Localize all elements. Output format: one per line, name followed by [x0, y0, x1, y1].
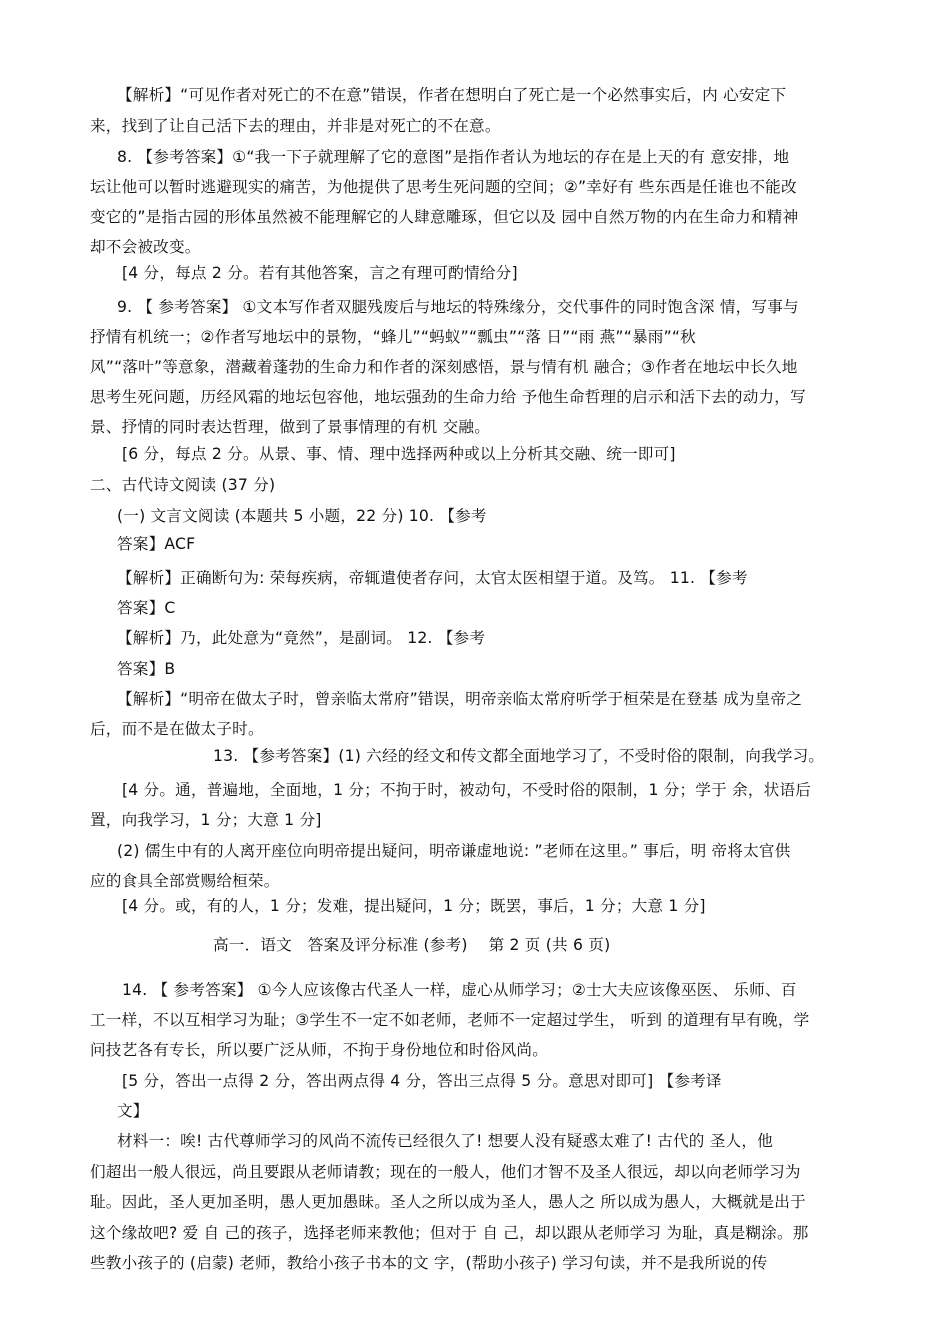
text-line: 思考生死问题，历经风霜的地坛包容他，地坛强劲的生命力给 予他生命哲理的启示和活下去的动力，写: [90, 388, 806, 406]
scoring-note: [4 分。或，有的人，1 分；发难，提出疑问，1 分；既罢，事后，1 分；大意 1 分]: [122, 897, 706, 915]
scoring-note: 置，向我学习，1 分；大意 1 分]: [90, 811, 322, 829]
text-line: (2) 儒生中有的人离开座位向明帝提出疑问，明帝谦虚地说: ”老师在这里。” 事后，明 帝将太官供: [117, 842, 791, 860]
text-line: 抒情有机统一；②作者写地坛中的景物，“蜂儿”“蚂蚁”“瓢虫”“落 日”“雨 燕”“暴雨”“秋: [90, 328, 696, 346]
text-line: 应的食具全部赏赐给桓荣。: [90, 872, 280, 890]
text-line: 变它的”是指古园的形体虽然被不能理解它的人肆意雕琢，但它以及 园中自然万物的内在生命力和精神: [90, 208, 799, 226]
text-line: 答案】ACF: [117, 535, 196, 553]
text-line: 【解析】正确断句为: 荣每疾病，帝辄遣使者存问，太官太医相望于道。及笃。 11. 【参考: [117, 569, 748, 587]
text-line: 答案】C: [117, 599, 176, 617]
text-line: 些教小孩子的 (启蒙) 老师，教给小孩子书本的文 字，(帮助小孩子) 学习句读，并不是我所说的传: [90, 1254, 768, 1272]
text-line: 来，找到了让自己活下去的理由，并非是对死亡的不在意。: [90, 117, 501, 135]
text-line: 【解析】“明帝在做太子时，曾亲临太常府”错误，明帝亲临太常府听学于桓荣是在登基 成为皇帝之: [117, 690, 803, 708]
text-line: 9. 【 参考答案】 ①文本写作者双腿残废后与地坛的特殊缘分，交代事件的同时饱含深 情，写事与: [117, 298, 799, 316]
scoring-note: [4 分，每点 2 分。若有其他答案，言之有理可酌情给分]: [122, 264, 518, 282]
section-heading: 二、古代诗文阅读 (37 分): [90, 476, 276, 494]
text-line: 14. 【 参考答案】 ①今人应该像古代圣人一样，虚心从师学习；②士大夫应该像巫医、 乐师、百: [122, 981, 797, 999]
text-line: 8. 【参考答案】①“我一下子就理解了它的意图”是指作者认为地坛的存在是上天的有 意安排，地: [117, 148, 790, 166]
text-line: 问技艺各有专长，所以要广泛从师，不拘于身份地位和时俗风尚。: [90, 1041, 549, 1059]
page-footer: 高一．语文 答案及评分标准 (参考) 第 2 页 (共 6 页): [213, 936, 611, 954]
text-line: 材料一：唉! 古代尊师学习的风尚不流传已经很久了! 想要人没有疑惑太难了! 古代的 圣人，他: [117, 1132, 773, 1150]
text-line: 景、抒情的同时表达哲理，做到了景事情理的有机 交融。: [90, 418, 491, 436]
text-line: 坛让他可以暂时逃避现实的痛苦，为他提供了思考生死问题的空间；②”幸好有 些东西是任谁也不能改: [90, 178, 797, 196]
text-line: 风”“落叶”等意象，潜藏着蓬勃的生命力和作者的深刻感悟，景与情有机 融合；③作者在地坛中长久地: [90, 358, 798, 376]
scoring-note: [4 分。通，普遍地，全面地，1 分；不拘于时，被动句，不受时俗的限制，1 分；学于 余，状语后: [122, 781, 812, 799]
text-line: 却不会被改变。: [90, 238, 201, 256]
text-line: 耻。因此，圣人更加圣明，愚人更加愚昧。圣人之所以成为圣人，愚人之 所以成为愚人，大概就是出于: [90, 1193, 806, 1211]
text-line: 【解析】乃，此处意为“竟然”，是副词。 12. 【参考: [117, 629, 486, 647]
text-line: 工一样，不以互相学习为耻；③学生不一定不如老师，老师不一定超过学生， 听到 的道理有早有晚，学: [90, 1011, 810, 1029]
text-line: 后，而不是在做太子时。: [90, 720, 264, 738]
scoring-note: [6 分，每点 2 分。从景、事、情、理中选择两种或以上分析其交融、统一即可]: [122, 445, 676, 463]
text-line: 文】: [117, 1102, 149, 1120]
text-line: 【解析】“可见作者对死亡的不在意”错误，作者在想明白了死亡是一个必然事实后，内 心安定下: [117, 86, 787, 104]
text-line: 答案】B: [117, 660, 176, 678]
text-line: 这个缘故吧? 爱 自 己的孩子，选择老师来教他；但对于 自 己，却以跟从老师学习 为耻，真是糊涂。那: [90, 1224, 809, 1242]
scoring-note: [5 分，答出一点得 2 分，答出两点得 4 分，答出三点得 5 分。意思对即可] 【参考译: [122, 1072, 722, 1090]
text-line: (一) 文言文阅读 (本题共 5 小题，22 分) 10. 【参考: [117, 507, 487, 525]
text-line: 13. 【参考答案】(1) 六经的经文和传文都全面地学习了，不受时俗的限制，向我学习。: [213, 747, 825, 765]
text-line: 们超出一般人很远，尚且要跟从老师请教；现在的一般人，他们才智不及圣人很远，却以向老师学习为: [90, 1163, 801, 1181]
